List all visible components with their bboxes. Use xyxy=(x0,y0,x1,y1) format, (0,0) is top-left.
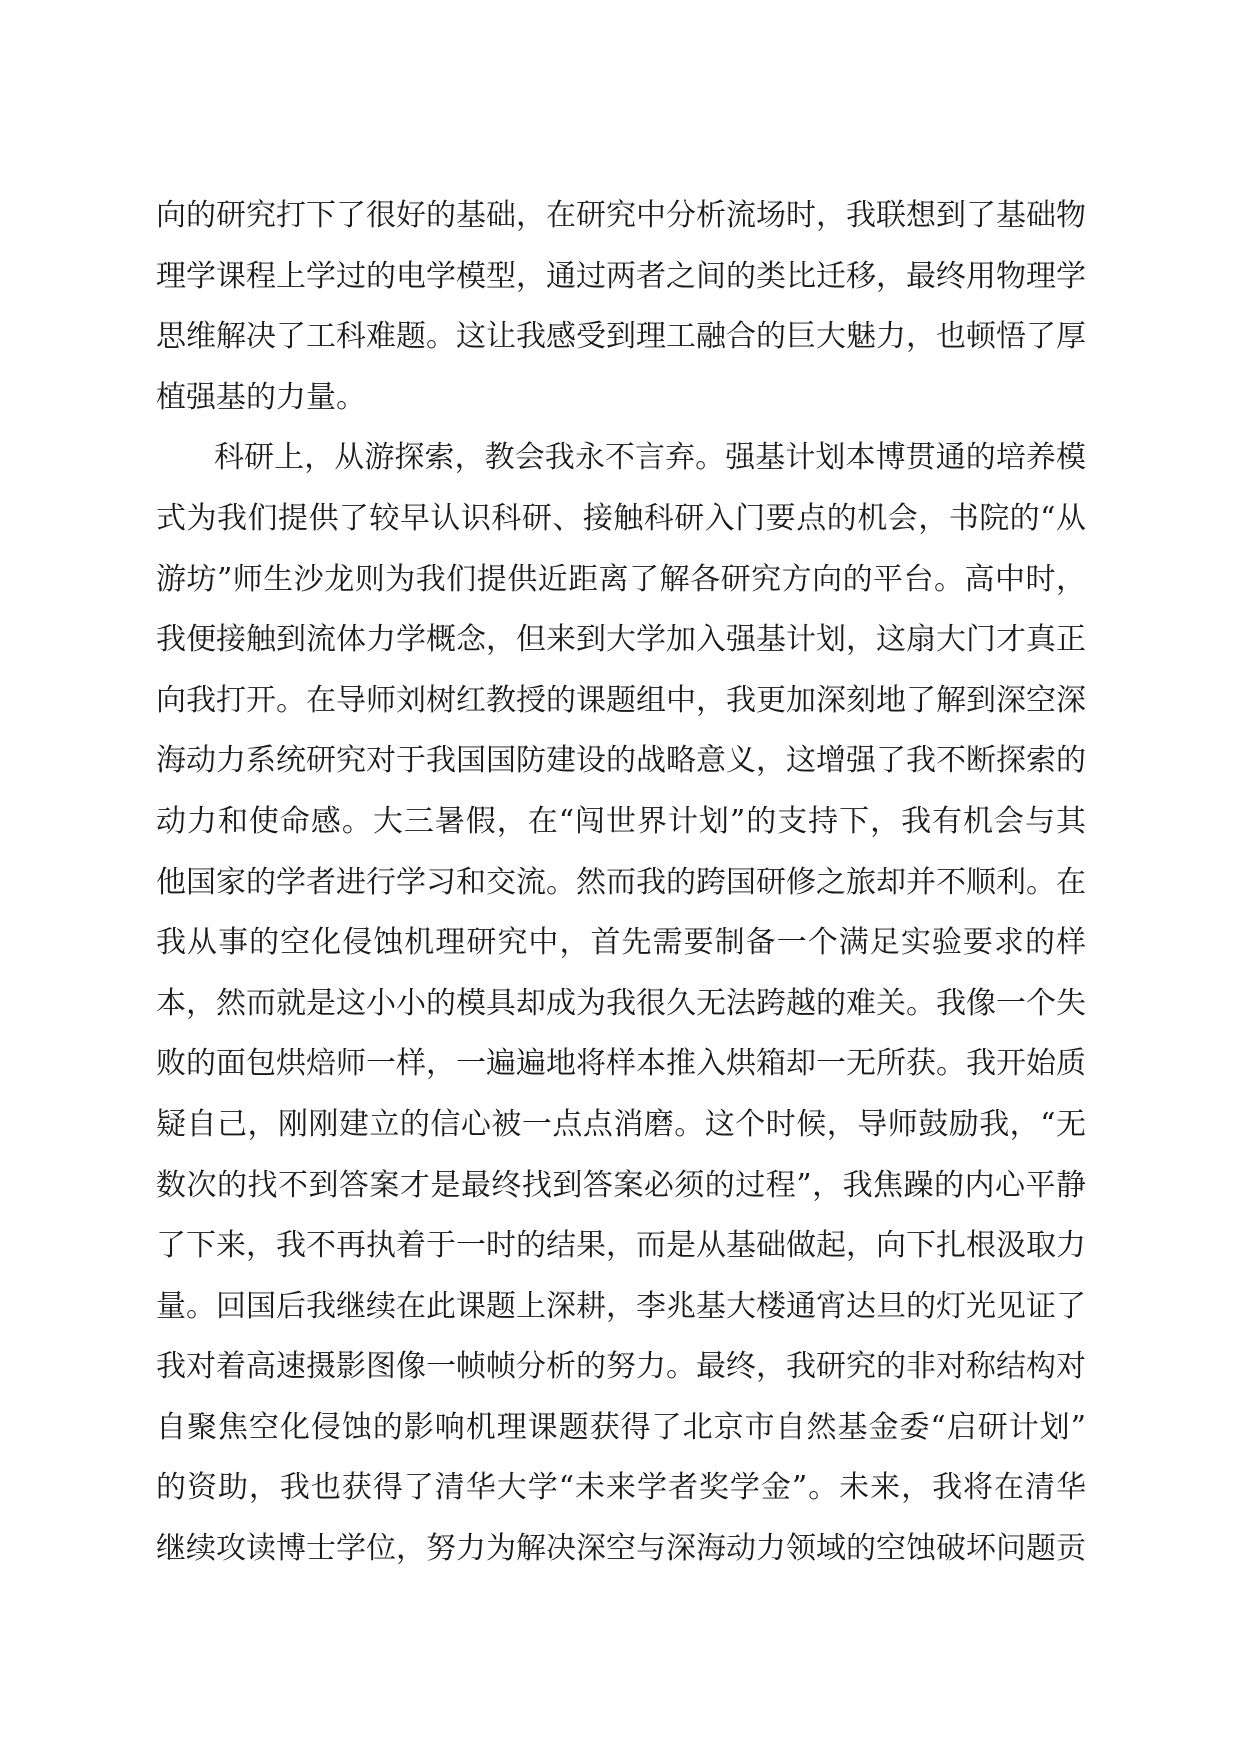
text-line: 他国家的学者进行学习和交流。然而我的跨国研修之旅却并不顺利。在 xyxy=(156,864,1086,900)
text-line: 动力和使命感。大三暑假，在“闯世界计划”的支持下，我有机会与其 xyxy=(156,803,1086,839)
text-line: 了下来，我不再执着于一时的结果，而是从基础做起，向下扎根汲取力 xyxy=(156,1228,1086,1264)
paragraph-start-line: 科研上，从游探索，教会我永不言弃。强基计划本博贯通的培养模 xyxy=(214,440,1086,476)
text-line: 式为我们提供了较早认识科研、接触科研入门要点的机会，书院的“从 xyxy=(156,500,1086,536)
text-line: 我对着高速摄影图像一帧帧分析的努力。最终，我研究的非对称结构对 xyxy=(156,1349,1086,1385)
text-line: 的资助，我也获得了清华大学“未来学者奖学金”。未来，我将在清华 xyxy=(156,1470,1086,1506)
text-line: 我从事的空化侵蚀机理研究中，首先需要制备一个满足实验要求的样 xyxy=(156,925,1086,961)
text-line: 游坊”师生沙龙则为我们提供近距离了解各研究方向的平台。高中时， xyxy=(156,561,1086,597)
body-text xyxy=(156,186,1086,1580)
text-line: 海动力系统研究对于我国国防建设的战略意义，这增强了我不断探索的 xyxy=(156,743,1086,779)
text-line: 本，然而就是这小小的模具却成为我很久无法跨越的难关。我像一个失 xyxy=(156,985,1086,1021)
text-line: 植强基的力量。 xyxy=(156,379,366,415)
text-line: 向我打开。在导师刘树红教授的课题组中，我更加深刻地了解到深空深 xyxy=(156,682,1086,718)
text-line: 量。回国后我继续在此课题上深耕，李兆基大楼通宵达旦的灯光见证了 xyxy=(156,1288,1086,1324)
text-line: 数次的找不到答案才是最终找到答案必须的过程”，我焦躁的内心平静 xyxy=(156,1167,1086,1203)
text-line: 我便接触到流体力学概念，但来到大学加入强基计划，这扇大门才真正 xyxy=(156,622,1086,658)
text-line: 自聚焦空化侵蚀的影响机理课题获得了北京市自然基金委“启研计划” xyxy=(156,1409,1086,1445)
text-line: 思维解决了工科难题。这让我感受到理工融合的巨大魅力，也顿悟了厚 xyxy=(156,319,1086,355)
text-line: 疑自己，刚刚建立的信心被一点点消磨。这个时候，导师鼓励我，“无 xyxy=(156,1106,1086,1142)
text-line: 败的面包烘焙师一样，一遍遍地将样本推入烘箱却一无所获。我开始质 xyxy=(156,1046,1086,1082)
text-line: 继续攻读博士学位，努力为解决深空与深海动力领域的空蚀破坏问题贡 xyxy=(156,1531,1086,1567)
text-line: 理学课程上学过的电学模型，通过两者之间的类比迁移，最终用物理学 xyxy=(156,258,1086,294)
text-line: 向的研究打下了很好的基础，在研究中分析流场时，我联想到了基础物 xyxy=(156,198,1086,233)
